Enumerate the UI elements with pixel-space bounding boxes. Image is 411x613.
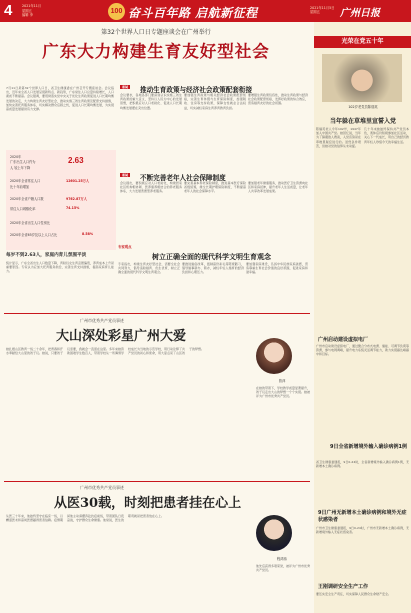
stat-value-population: 12601.25万人 xyxy=(66,179,90,183)
sidebar-headline[interactable]: 9日广州无新增本土确诊病例和境外无症状感染者 xyxy=(318,510,407,523)
stat-label: 人 较上年下降 xyxy=(10,166,31,170)
stat-label: 2020年全省户籍人口数 xyxy=(10,197,44,201)
section3-headline[interactable]: 从医30载，时刻把患者挂在心上 xyxy=(54,496,242,511)
stat-value-urbanization: 74.15% xyxy=(66,206,80,210)
stat-label: 2020年 xyxy=(10,155,22,159)
subhead-expert[interactable]: 树立正确全面的现代科学文明生育观念 xyxy=(152,253,271,261)
subhead-elderly[interactable]: 不断完善老年人社会保障制度 xyxy=(140,174,226,182)
expert-tag: 专家观点 xyxy=(118,245,132,249)
sidebar-headline[interactable]: 9日全省新增境外输入确诊病例1例 xyxy=(330,444,407,450)
article-column: 会议提出，要积极应对人口老龄化，构建居家社区机构相协调、医养康养相结合的养老服务体系，大力发展普惠型养老服务。 xyxy=(120,181,182,194)
sidebar-banner: 光荣在党五十年 xyxy=(314,36,411,48)
stat-label: 常住人口城镇化率 xyxy=(10,207,36,211)
section3-kicker: 广州市优秀共产党员事迹 xyxy=(80,485,124,490)
newspaper-logo: 广州日报 xyxy=(340,8,380,19)
section2-kicker: 广州市优秀共产党员事迹 xyxy=(80,318,124,323)
sidebar-text: 广州市启动建设虚拟电厂，通过聚合分布式电源、储能、可调节负荷等资源，参与电网调峰，提升电力系统灵活调节能力，助力实现碳达峰碳中和目标。 xyxy=(316,344,409,357)
header-date: 2021年11月5日 星期五 xyxy=(310,6,335,15)
sidebar-text: 广州市卫生健康委通报，9日0-24时，广州市无新增本土确诊病例，无新增境外输入无症状感染者。 xyxy=(316,526,409,535)
stat-label: 比十年前增加 xyxy=(10,185,30,189)
sidebar-photo-caption: 102岁老党员陈瑞英 xyxy=(348,105,378,109)
article-column: 会议要求，各地各部门要深刻认识实施三孩生育政策的重大意义，坚持以人民为中心的发展思想，把积极应对人口老龄化、促进人口长期均衡发展摆在突出位置。 xyxy=(120,93,182,110)
section-tag: 要闻 xyxy=(122,85,129,89)
stat-label: 2020年全省常住人口 xyxy=(10,179,41,183)
section2-headline[interactable]: 大山深处彩星广州大爱 xyxy=(56,329,187,344)
portrait-caption: 程鸿伟 xyxy=(276,557,288,561)
section2-side-text: 在她的带领下，学校教学质量显著提升，孩子们走出大山的梦想一个个实现。她被评为广州市优秀共产党员。 xyxy=(256,386,310,399)
article-column: 要加强老年健康服务，推动医疗卫生资源向社区和家庭延伸，提升老年人生活质量，让老年人共享改革发展成果。 xyxy=(248,181,308,194)
left-article-body: 统计显示，广东全省出生人口数量下降，育龄妇女生育意愿偏低，养育成本上升是重要原因。专家认为应加大托育服务供给，完善生育支持措施，提高家庭育儿能力。 xyxy=(6,261,114,274)
portrait-photo xyxy=(256,338,292,374)
section3-side-text: 他先后获得多项荣誉，被评为广州市优秀共产党员。 xyxy=(256,564,310,573)
sidebar-headline[interactable]: 广州启动建设虚拟电厂 xyxy=(318,337,369,343)
left-article-title[interactable]: 每岁不到2.63人，家庭内育儿氛围平淡 xyxy=(6,253,87,258)
lead-intro: 7月11日是第32个世界人口日，省卫生健康委在广州召开专题座谈会。会议指出，近年来全省人口发展呈现新特点、新趋势，广东常住人口总量持续增长，人口素质不断提高。会议强调，要贯彻落实党中央关于优化生育政策促进人口长期均衡发展的决定，大力构建生育友好型社会，推动实施三孩生育政策及配套支持措施，加快完善托育服务体系，切实解决群众后顾之忧，促进人口长期均衡发展，为实现高质量发展提供有力支撑。 xyxy=(6,86,114,112)
stats-box xyxy=(6,150,116,250)
section-divider xyxy=(4,481,310,482)
sidebar-headline[interactable]: 王刚调研安全生产工作 xyxy=(318,584,369,590)
section-divider xyxy=(4,313,310,314)
article-column: 要推进婚俗改革，抵制高价彩礼等陈规陋习，倡导婚事新办、简办，减轻年轻人婚育的经济负担和心理压力。 xyxy=(182,262,244,275)
article-column: 要加强家庭建设，弘扬中华民族家庭美德，营造尊重生育社会价值的良好氛围，促进家庭和谐幸福。 xyxy=(246,262,308,275)
subhead-policy[interactable]: 推动生育政策与经济社会政策配套衔接 xyxy=(140,86,253,94)
sidebar-text: 省卫生健康委通报，9日0-24时，全省新增境外输入确诊病例1例，无新增本土确诊病例。 xyxy=(316,460,409,469)
article-column: 要加强生育政策与相关经济社会政策配套衔接，完善生育休假与生育保险制度，加强税收、住房等支持政策，保障女性就业合法权益，切实减轻家庭生育养育教育负担。 xyxy=(184,93,246,110)
header-slogan: 奋斗百年路 启航新征程 xyxy=(128,6,258,20)
stat-label: 2020年全省65岁及以上人口占比 xyxy=(10,233,58,237)
section3-body: 从医三十年来，他始终坚守在临床一线，以精湛医术和高尚医德赢得患者信赖。疫情期间他主动请缨奔赴抗疫前线，带领团队日夜奋战，守护群众生命健康。他常说，医生的职责就是把患者放在心上。 xyxy=(6,514,165,523)
lead-kicker: 第32个世界人口日专题座谈会在广州举行 xyxy=(101,29,211,36)
stat-label: 2020年全省出生人口性别比 xyxy=(10,221,50,225)
section-tag: 要闻 xyxy=(122,173,129,177)
article-column: 要增强生育政策包容性，推动生育政策与经济社会政策配套衔接，发挥好政策的综合效应，营造婚育友好的社会氛围。 xyxy=(248,93,308,106)
sidebar-text: 要压实安全生产责任，切实保障人民群众生命财产安全。 xyxy=(316,592,392,596)
stat-value-births: 2.63 xyxy=(68,156,84,165)
stat-value-registered: 9762.87万人 xyxy=(66,197,87,201)
article-column: 专家指出，构建生育友好型社会，需要全社会共同努力，倡导适龄婚育、优生优育，树立正确全面的现代科学文明生育观念。 xyxy=(118,262,180,275)
portrait-caption: 曾萍 xyxy=(278,379,286,383)
article-column: 要完善基本养老保险制度，推进基本医疗保险省级统筹，健全长期护理保险制度，不断提高老年人的社会保障水平。 xyxy=(184,181,246,194)
sidebar-column: 几十年来她始终保持共产党员本色，离休后仍积极参加社区活动，关心下一代成长，用自己的经历教育年轻人珍惜今天的幸福生活。 xyxy=(364,127,409,144)
lead-headline[interactable]: 广东大力构建生育友好型社会 xyxy=(42,42,270,61)
portrait-photo xyxy=(256,515,292,551)
page-number: 4 xyxy=(4,2,13,19)
section2-body: 她扎根山区教育一线二十余年，把青春和汗水奉献给大山里的孩子们。她说，只要孩子们需要，我就会一直留在这里。多年来她资助困难学生数百人，带领学校从一所薄弱学校成长为当地的示范学校，用行动诠释了共产党员的初心和使命，用大爱点亮了山区孩子的梦想。 xyxy=(6,347,205,356)
sidebar-column: 陈瑞英老人今年102岁，1947年加入中国共产党。她回忆说，当年为了躲避敌人搜查，入党宣誓是在草堆里秘密进行的。虽然条件艰苦，但她对党的信仰从未动摇。 xyxy=(316,127,361,148)
sidebar-photo xyxy=(322,54,402,102)
centenary-badge-icon: 100 xyxy=(108,3,125,20)
sidebar-headline[interactable]: 当年躲在草堆里宣誓入党 xyxy=(329,118,396,125)
header-meta: 2021年11月 星期五 编辑 李 xyxy=(22,4,42,17)
stat-value-elderly: 8.58% xyxy=(82,232,94,236)
stat-label: 广东出生人口约为 xyxy=(10,160,36,164)
